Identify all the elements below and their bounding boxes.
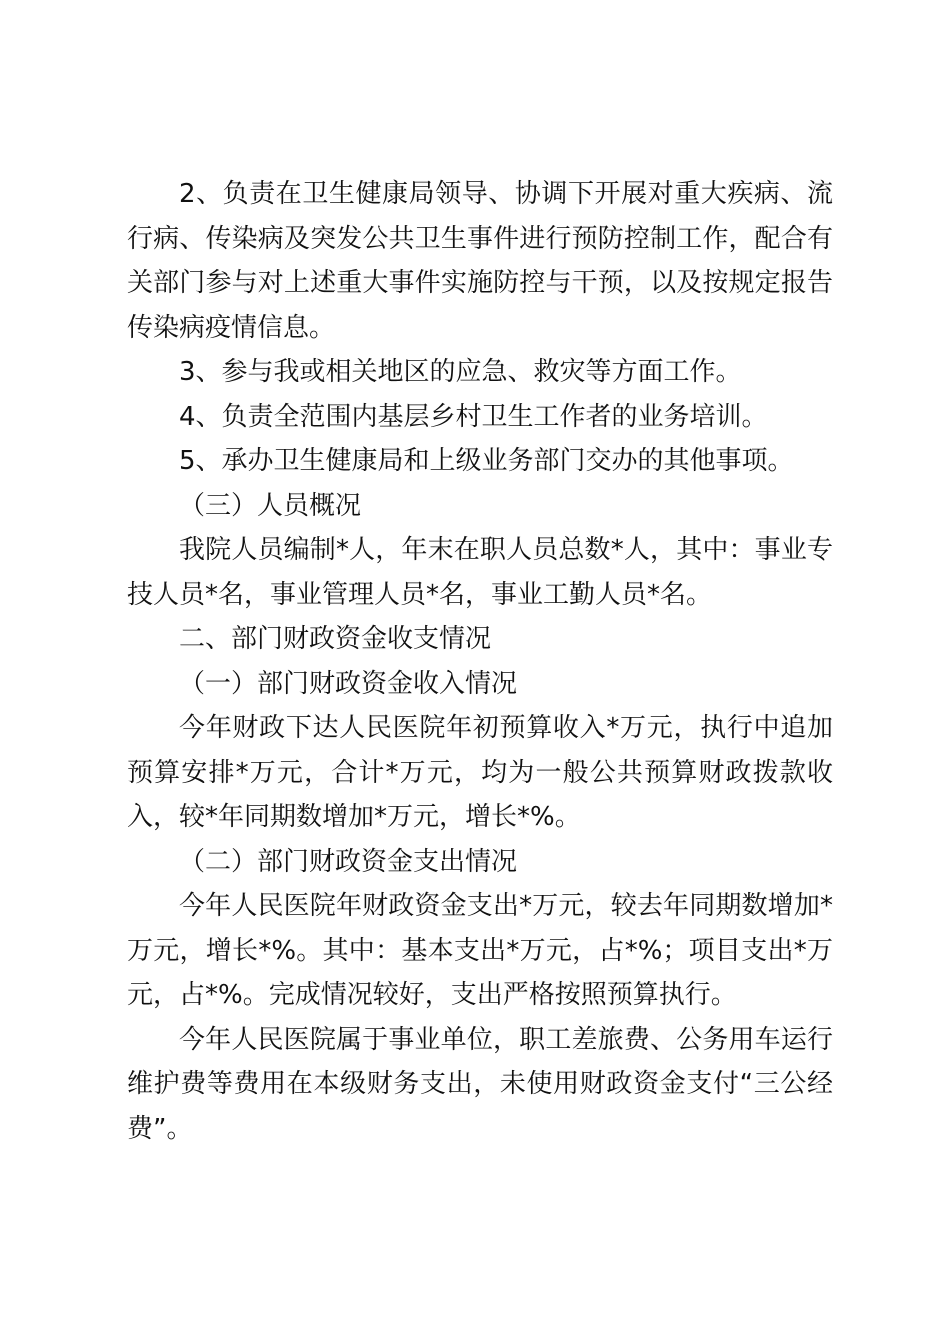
expenditure-paragraph: 今年人民医院年财政资金支出*万元，较去年同期数增加*万元，增长*%。其中：基本支出*万元，占*%；项目支出*万元，占*%。完成情况较好，支出严格按照预算执行。 xyxy=(127,891,833,1010)
section-heading-income: （一）部门财政资金收入情况 xyxy=(179,668,518,699)
duty-item-4: 4、负责全范围内基层乡村卫生工作者的业务培训。 xyxy=(179,401,768,432)
duty-item-3: 3、参与我或相关地区的应急、救灾等方面工作。 xyxy=(179,357,742,387)
three-public-expenses-paragraph: 今年人民医院属于事业单位，职工差旅费、公务用车运行维护费等费用在本级财务支出，未使用财政资金支付“三公经费”。 xyxy=(127,1024,833,1144)
chapter-heading-finance: 二、部门财政资金收支情况 xyxy=(179,624,492,654)
document-body xyxy=(127,172,833,1151)
duty-item-2: 2、负责在卫生健康局领导、协调下开展对重大疾病、流行病、传染病及突发公共卫生事件进行预防控制工作，配合有关部门参与对上述重大事件实施防控与干预，以及按规定报告传染病疫情信息。 xyxy=(127,179,833,343)
section-heading-expenditure: （二）部门财政资金支出情况 xyxy=(179,846,518,877)
duty-item-5: 5、承办卫生健康局和上级业务部门交办的其他事项。 xyxy=(179,446,794,476)
income-paragraph: 今年财政下达人民医院年初预算收入*万元，执行中追加预算安排*万元，合计*万元，均为一般公共预算财政拨款收入，较*年同期数增加*万元，增长*%。 xyxy=(127,713,833,832)
section-heading-staff: （三）人员概况 xyxy=(179,490,362,521)
staff-paragraph: 我院人员编制*人，年末在职人员总数*人，其中：事业专技人员*名，事业管理人员*名，事业工勤人员*名。 xyxy=(127,535,833,610)
